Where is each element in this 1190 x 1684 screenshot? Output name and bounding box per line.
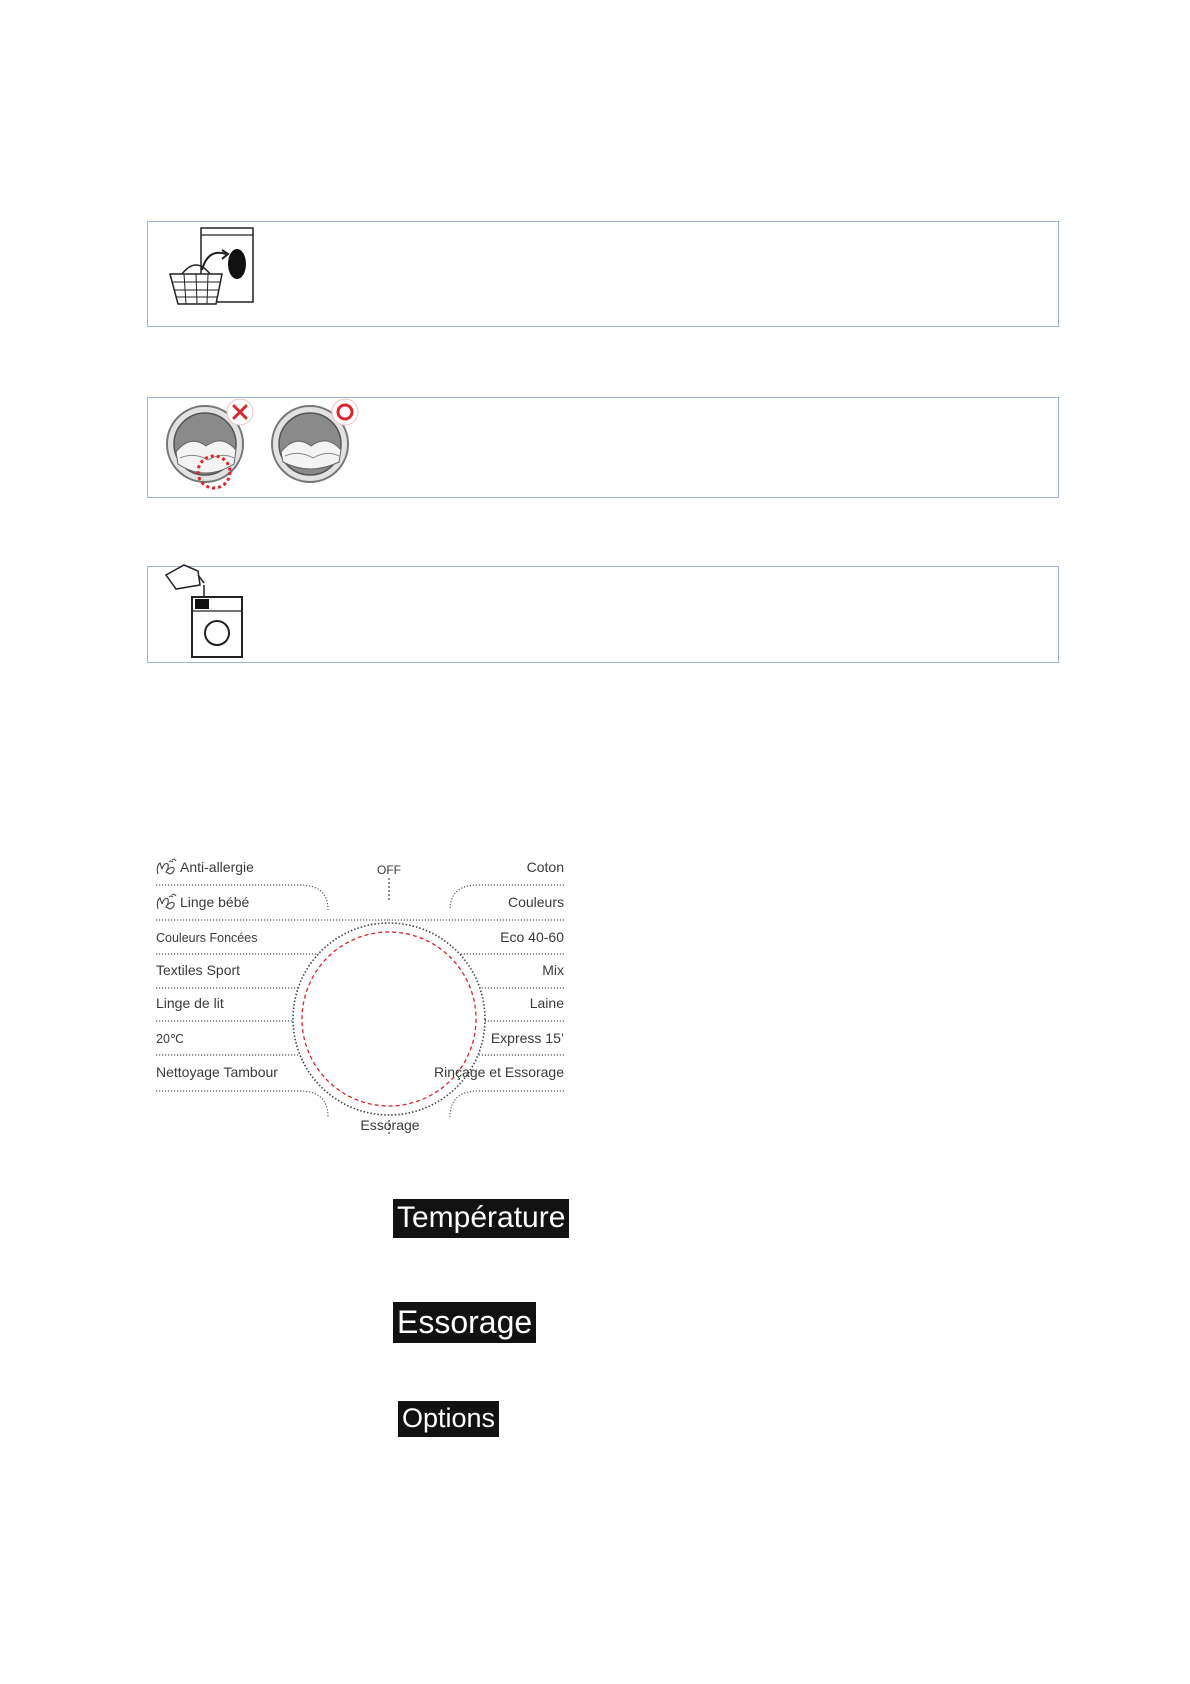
program-label-right[interactable]: Mix [542,962,564,978]
options-label: Options [398,1401,499,1437]
right-program-list [434,859,564,1080]
dial-bottom-label: Essorage [360,1117,420,1133]
drum-correct-icon [270,398,360,494]
program-label-left[interactable]: Nettoyage Tambour [156,1064,278,1080]
dial-outer-ring[interactable] [293,923,485,1115]
close-door-check-box [147,397,1059,498]
right-leader-line [450,1091,564,1117]
add-detergent-box [147,566,1059,663]
program-label-left[interactable]: Anti-allergie [180,859,254,875]
drum-incorrect-icon [164,398,260,496]
program-label-right[interactable]: Laine [529,995,564,1011]
detergent-into-machine-icon [162,561,252,661]
left-leader-line [156,1091,328,1117]
hand-wash-icon [157,859,176,874]
program-label-right[interactable]: Eco 40-60 [500,929,564,945]
program-label-left[interactable]: Couleurs Foncées [156,931,258,945]
program-label-right[interactable]: Express 15’ [490,1030,564,1046]
program-dial [156,859,620,1140]
program-label-left[interactable]: Linge bébé [180,894,250,910]
laundry-basket-into-drum-icon [168,226,260,308]
load-laundry-box [147,221,1059,327]
program-label-right[interactable]: Rinçage et Essorage [434,1064,564,1080]
dial-top-label: OFF [377,863,401,877]
program-label-left[interactable]: Linge de lit [156,995,224,1011]
program-label-right[interactable]: Coton [526,859,564,875]
program-label-left[interactable]: 20℃ [156,1032,184,1046]
hand-wash-icon [157,894,176,909]
program-label-right[interactable]: Couleurs [507,894,564,910]
left-program-list [156,859,278,1080]
spin-label: Essorage [393,1302,536,1343]
program-label-left[interactable]: Textiles Sport [156,962,241,978]
temperature-label: Température [393,1199,569,1238]
